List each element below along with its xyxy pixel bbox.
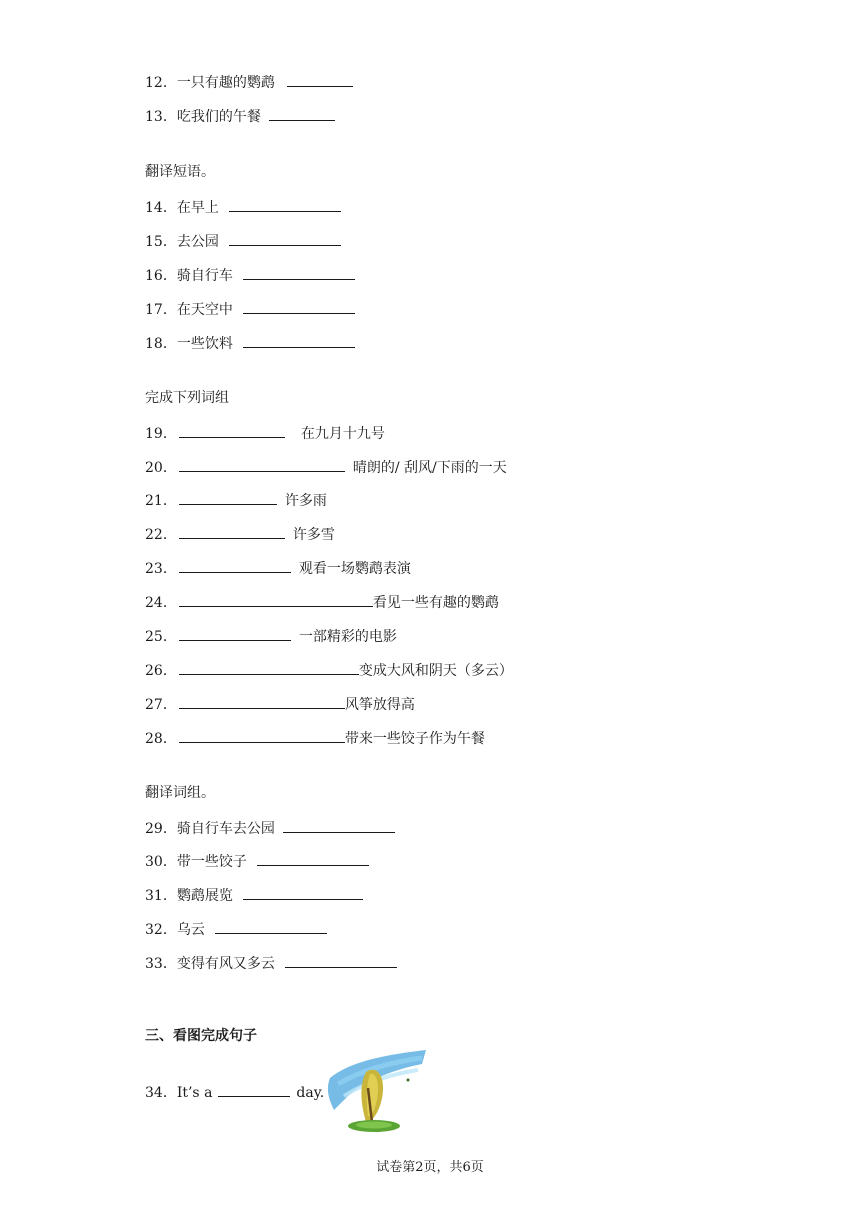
question-14: 14．在早上 [145,197,345,217]
question-30: 30．带一些饺子 [145,851,373,871]
answer-blank[interactable] [179,490,277,505]
question-25: 25． 一部精彩的电影 [145,626,397,646]
answer-blank[interactable] [179,694,345,709]
sentence-end: day. [296,1085,325,1101]
question-text: 风筝放得高 [344,697,415,713]
section-heading-complete-groups: 完成下列词组 [145,390,229,406]
question-19: 19． 在九月十九号 [145,423,385,443]
answer-blank[interactable] [243,333,355,348]
question-27: 27． 风筝放得高 [145,694,415,714]
answer-blank[interactable] [179,592,373,607]
question-text: 晴朗的/ 刮风/下雨的一天 [352,460,507,476]
question-text: 看见一些有趣的鹦鹉 [372,595,499,611]
answer-blank[interactable] [179,457,345,472]
question-16: 16．骑自行车 [145,265,359,285]
answer-blank[interactable] [243,265,355,280]
question-33: 33．变得有风又多云 [145,953,401,973]
question-20: 20． 晴朗的/ 刮风/下雨的一天 [145,457,507,477]
question-31: 31．鹦鹉展览 [145,885,367,905]
answer-blank[interactable] [285,953,397,968]
question-21: 21． 许多雨 [145,490,327,510]
question-text: 带一些饺子 [176,854,247,870]
answer-blank[interactable] [179,660,359,675]
question-18: 18．一些饮料 [145,333,359,353]
page-footer: 试卷第2页，共6页 [376,1160,484,1175]
sentence-start: It’s a [176,1085,213,1101]
question-17: 17．在天空中 [145,299,359,319]
section-heading-three: 三、看图完成句子 [145,1028,257,1044]
answer-blank[interactable] [215,919,327,934]
question-text: 在早上 [176,200,219,216]
answer-blank[interactable] [243,885,363,900]
answer-blank[interactable] [179,423,285,438]
question-text: 变得有风又多云 [176,956,275,972]
question-34: 34．It’s a day. [145,1082,324,1102]
section-heading-translate-groups: 翻译词组。 [145,785,215,801]
question-text: 在九月十九号 [300,426,385,442]
answer-blank[interactable] [243,299,355,314]
answer-blank[interactable] [287,72,353,87]
question-text: 一部精彩的电影 [298,629,397,645]
answer-blank[interactable] [218,1082,290,1097]
question-text: 去公园 [176,234,219,250]
question-text: 许多雨 [284,493,327,509]
question-22: 22． 许多雪 [145,524,335,544]
question-12: 12．一只有趣的鹦鹉 [145,72,357,92]
question-text: 鹦鹉展览 [176,888,233,904]
question-26: 26． 变成大风和阴天（多云） [145,660,513,680]
answer-blank[interactable] [229,197,341,212]
windy-tree-illustration [322,1048,428,1134]
question-text: 骑自行车 [176,268,233,284]
section-heading-translate-phrases: 翻译短语。 [145,164,215,180]
answer-blank[interactable] [179,558,291,573]
question-text: 在天空中 [176,302,233,318]
answer-blank[interactable] [179,626,291,641]
question-15: 15．去公园 [145,231,345,251]
question-28: 28． 带来一些饺子作为午餐 [145,728,485,748]
answer-blank[interactable] [179,524,285,539]
question-text: 变成大风和阴天（多云） [358,663,513,679]
question-text: 骑自行车去公园 [176,821,275,837]
answer-blank[interactable] [269,106,335,121]
question-text: 吃我们的午餐 [176,109,261,125]
question-text: 乌云 [176,922,205,938]
question-24: 24． 看见一些有趣的鹦鹉 [145,592,499,612]
answer-blank[interactable] [229,231,341,246]
question-29: 29．骑自行车去公园 [145,818,399,838]
answer-blank[interactable] [179,728,345,743]
question-13: 13．吃我们的午餐 [145,106,339,126]
question-23: 23． 观看一场鹦鹉表演 [145,558,411,578]
question-text: 观看一场鹦鹉表演 [298,561,411,577]
question-text: 许多雪 [292,527,335,543]
question-text: 一只有趣的鹦鹉 [176,75,275,91]
answer-blank[interactable] [257,851,369,866]
question-text: 一些饮料 [176,336,233,352]
answer-blank[interactable] [283,818,395,833]
question-32: 32．乌云 [145,919,331,939]
question-text: 带来一些饺子作为午餐 [344,731,485,747]
